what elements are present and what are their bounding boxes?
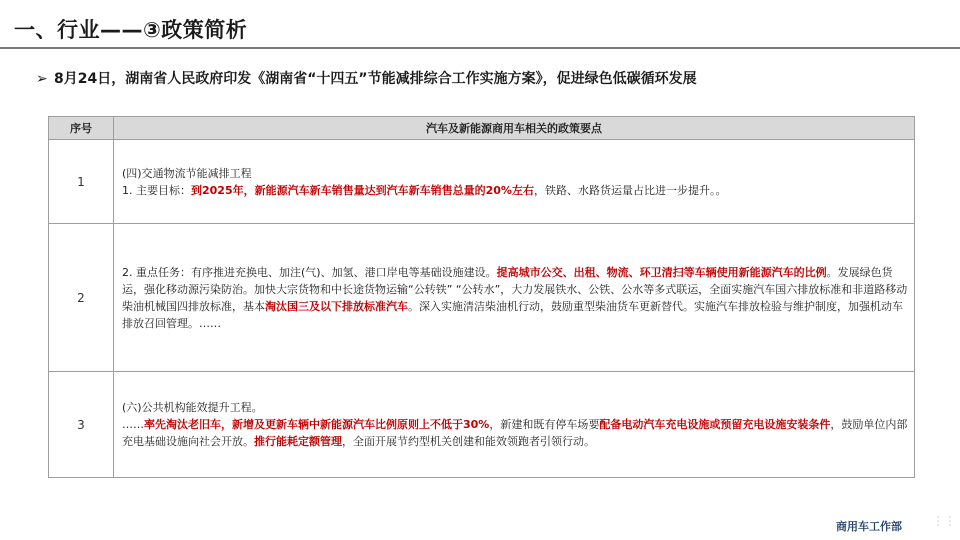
plain-text: ，全面开展节约型机关创建和能效领跑者引领行动。: [342, 435, 595, 448]
policy-table: [48, 116, 915, 478]
plain-text: 2. 重点任务：有序推进充换电、加注(气)、加氢、港口岸电等基础设施建设。: [122, 265, 497, 279]
arrow-bullet-icon: ➢: [36, 71, 48, 87]
row-number: 2: [49, 224, 114, 372]
table-row: [49, 372, 915, 478]
row-paragraph: [122, 416, 908, 450]
row-content: [114, 372, 915, 478]
plain-text: ，铁路、水路货运量占比进一步提升。。: [533, 183, 727, 197]
plain-text: ，新建和既有停车场要: [489, 418, 600, 431]
headline-bullet: [36, 68, 697, 88]
corner-logo-icon: ⋮⋮: [932, 514, 956, 528]
headline-text: 8月24日，湖南省人民政府印发《湖南省“十四五”节能减排综合工作实施方案》，促进绿色低碳循环发展: [54, 71, 697, 87]
table-row: [49, 224, 915, 372]
highlight-text: 推行能耗定额管理: [254, 435, 342, 448]
table-header-row: [49, 117, 915, 140]
highlight-text: 配备电动汽车充电设施或预留充电设施安装条件: [599, 418, 831, 431]
section-heading: (四)交通物流节能减排工程: [122, 166, 252, 180]
row-content: [114, 140, 915, 224]
header-policy-points: 汽车及新能源商用车相关的政策要点: [114, 117, 915, 140]
title-divider: [0, 47, 960, 49]
table-row: [49, 140, 915, 224]
row-paragraph: [122, 182, 908, 199]
plain-text: ……: [122, 418, 144, 431]
page-title: 一、行业——③政策简析: [14, 18, 248, 42]
highlight-text: 提高城市公交、出租、物流、环卫清扫等车辆使用新能源汽车的比例: [496, 265, 827, 279]
highlight-text: 到2025年，新能源汽车新车销售量达到汽车新车销售总量的20%左右: [191, 183, 534, 197]
footer-department: 商用车工作部: [836, 520, 902, 533]
plain-text: 。发展绿色货运，强化移动源污染防治。加快大宗货物和中长途货物运输“公转铁” “公转水”，大力发展铁水、公铁、公水等多式联运，全面实施汽车国六排放标准和非道路移动柴油机械国四排放标准，基本: [122, 265, 908, 313]
row-number: 1: [49, 140, 114, 224]
row-paragraph: [122, 264, 908, 332]
row-content: [114, 224, 915, 372]
plain-text: 1. 主要目标：: [122, 183, 191, 197]
plain-text: 。深入实施清洁柴油机行动，鼓励重型柴油货车更新替代。实施汽车排放检验与维护制度，加强机动车排放召回管理。……: [122, 299, 903, 330]
section-heading: (六)公共机构能效提升工程。: [122, 401, 263, 414]
header-index: 序号: [49, 117, 114, 140]
plain-text: ，鼓励单位内部充电基础设施向社会开放。: [122, 418, 908, 448]
highlight-text: 率先淘汰老旧车，新增及更新车辆中新能源汽车比例原则上不低于30%: [144, 418, 490, 431]
highlight-text: 淘汰国三及以下排放标准汽车: [265, 299, 408, 313]
row-number: 3: [49, 372, 114, 478]
